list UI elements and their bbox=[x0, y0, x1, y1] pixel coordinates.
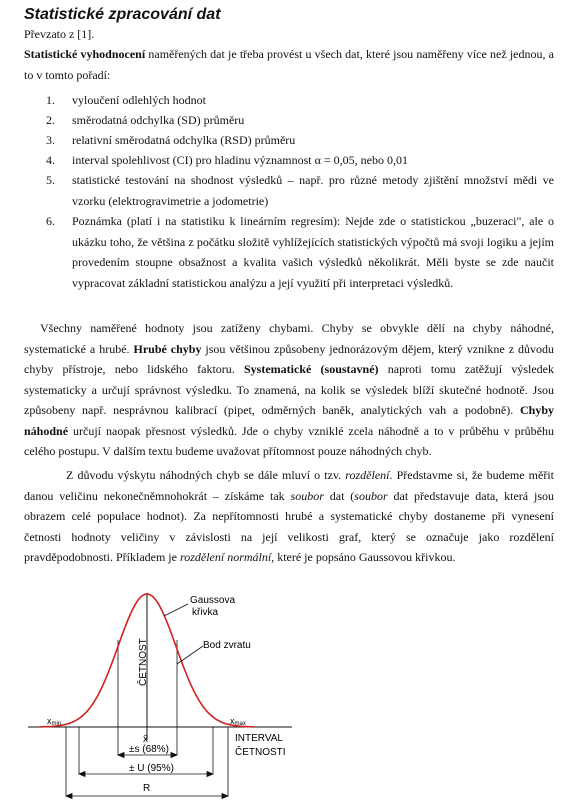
bold-term: Systematické (soustavné) bbox=[244, 362, 379, 376]
bold-term: Chyby náhodné bbox=[24, 403, 554, 438]
italic-term: soubor bbox=[290, 488, 324, 503]
italic-term: rozdělení normální bbox=[179, 550, 272, 564]
errors-paragraph: Všechny naměřené hodnoty jsou zatíženy chybami. Chyby se obvykle dělí na chyby náhodné, systematické a hrubé. Hrubé chyby jsou většinou způsobeny jednorázovým dějem, který vznikne z důvodu chyby přístroje, nebo lidského faktoru. Systematické (soustavné) naproti tomu zatěžují výsledek systematicky a určují správnost výsledku. To znamená, na kolik se výsledek blíží skutečné hodnotě. Jsou způsobeny např. nesprávnou kalibrací (pipet, odměrných baněk, analytických vah a podobně). Chyby náhodné určují naopak přesnost výsledků. Jde o chyby vzniklé zcela náhodně a to v průběhu v průběhu celého postupu. V dalším textu budeme uvažovat přítomnost pouze náhodných chyb. bbox=[24, 321, 554, 458]
gauss-label: křivka bbox=[192, 607, 219, 618]
x-axis-label: ČETNOSTI bbox=[235, 747, 286, 758]
list-item: 3. relativní směrodatná odchylka (RSD) průměru bbox=[46, 133, 296, 147]
page-title: Statistické zpracování dat bbox=[24, 6, 221, 23]
sd-label: ±s (68%) bbox=[129, 744, 169, 755]
xmax-label: xmax bbox=[230, 716, 246, 727]
bold-term: Hrubé chyby bbox=[133, 341, 202, 356]
italic-term: soubor bbox=[354, 488, 388, 503]
u-interval-arrow bbox=[79, 772, 213, 777]
gauss-label-pointer bbox=[164, 604, 188, 616]
range-arrow bbox=[66, 794, 228, 799]
s-interval-arrow bbox=[118, 753, 177, 758]
gauss-curve bbox=[40, 594, 254, 727]
procedure-list bbox=[46, 90, 554, 293]
inflection-label: Bod zvratu bbox=[203, 640, 251, 651]
list-item: 4. interval spolehlivost (CI) pro hladinu významnost α = 0,05, nebo 0,01 bbox=[46, 153, 409, 167]
mean-label: x̄ bbox=[143, 734, 148, 745]
u-label: ± U (95%) bbox=[129, 763, 174, 774]
list-item: 5. statistické testování na shodnost výsledků – např. pro různé metody zjištění množství mědi ve vzorku (elektrogravimetrie a jodometrie) bbox=[46, 173, 554, 208]
source-line: Převzato z [1]. bbox=[24, 27, 95, 41]
intro-bold: Statistické vyhodnocení bbox=[24, 47, 146, 61]
distribution-paragraph: Z důvodu výskytu náhodných chyb se dále mluví o tzv. rozdělení. Představme si, že budeme měřit danou veličinu nekonečněmnohokrát – získáme tak soubor dat (soubor dat představuje data, která jsou obrazem celé populace hodnot). Za nepřítomnosti hrubé a systematické chyby dostaneme při vynesení četnosti hodnoty veličiny v závislosti na její velikosti graf, který se označuje jako rozdělení pravděpodobnosti. Příkladem je rozdělení normální, které je popsáno Gaussovou křivkou. bbox=[24, 468, 554, 564]
inflection-pointer bbox=[177, 646, 203, 664]
italic-term: rozdělení bbox=[345, 468, 390, 482]
intro-paragraph bbox=[24, 44, 554, 85]
list-item: 1. vyloučení odlehlých hodnot bbox=[46, 93, 206, 107]
gauss-label: Gaussova bbox=[190, 595, 236, 606]
list-item: 2. směrodatná odchylka (SD) průměru bbox=[46, 113, 245, 127]
list-item: 6. Poznámka (platí i na statistiku k lineárním regresím): Nejde zde o statistickou „buzeraci", ale o ukázku toho, že většina z počátku složitě vyhlížejících statistických výpočtů má svoji logiku a jejím provedením stoupne obsažnost a kvalita vašich výsledků několikrát. Měli byste se zde naučit vypracovat základní statistickou analýzu a její využití při interpretaci výsledků. bbox=[46, 214, 554, 290]
intro-text: naměřených dat je třeba provést u všech dat, které jsou naměřeny více než jednou, a to v tomto pořadí: bbox=[24, 47, 554, 82]
xmin-label: xmin bbox=[47, 716, 62, 727]
y-axis-label: ČETNOST bbox=[138, 638, 149, 686]
x-axis-label: INTERVAL bbox=[235, 733, 283, 744]
range-label: R bbox=[143, 783, 151, 794]
